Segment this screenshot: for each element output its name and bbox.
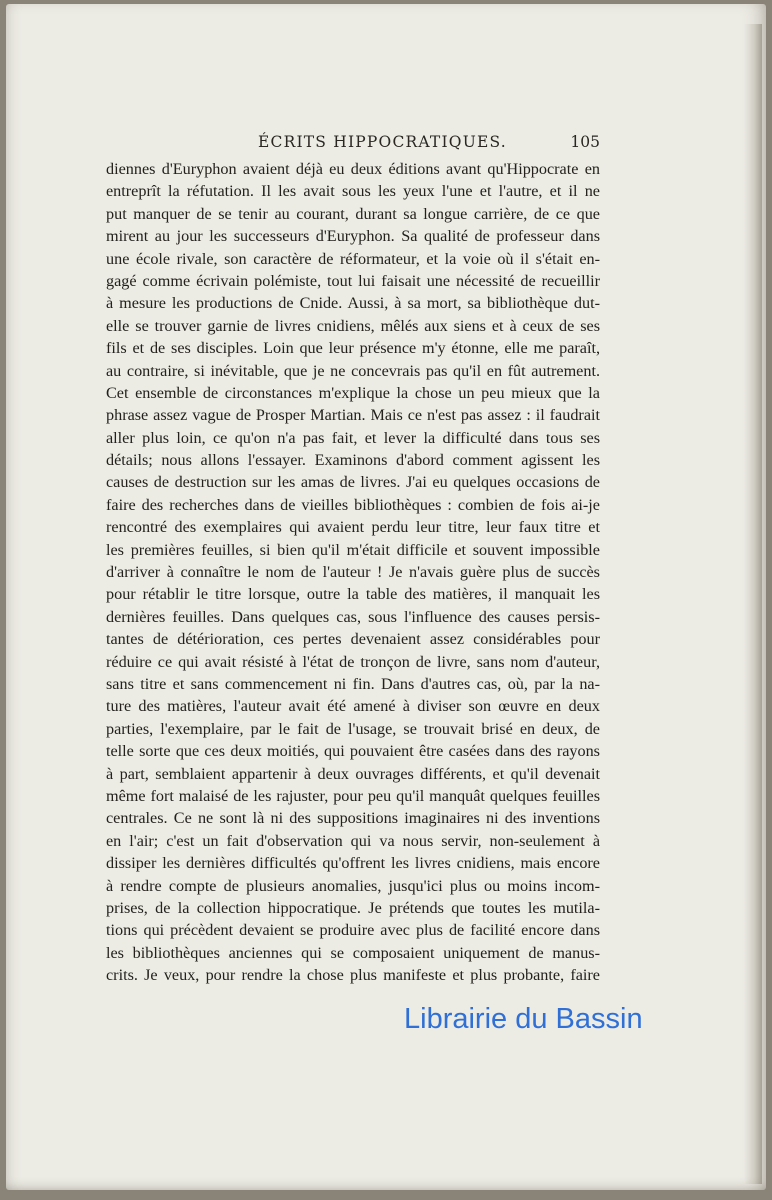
- text-line: entreprît la réfutation. Il les avait sous les yeux l'une et l'autre, et il ne: [106, 182, 600, 201]
- text-line: aller plus loin, ce qu'on n'a pas fait, et lever la difficulté dans tous ses: [106, 428, 600, 447]
- text-line: même fort malaisé de les rajuster, pour peu qu'il manquât quelques feuilles: [106, 786, 600, 805]
- text-line: en l'air; c'est un fait d'observation qui va nous servir, non-seulement à: [106, 831, 600, 850]
- text-line: d'arriver à connaître le nom de l'auteur ! Je n'avais guère plus de succès: [106, 563, 600, 582]
- text-line: fils et de ses disciples. Loin que leur présence m'y étonne, elle me paraît,: [106, 339, 600, 358]
- text-line: tions qui précèdent devaient se produire avec plus de facilité encore dans: [106, 921, 600, 940]
- text-line: détails; nous allons l'essayer. Examinons d'abord comment agissent les: [106, 451, 600, 470]
- text-line: les bibliothèques anciennes qui se composaient uniquement de manus-: [106, 943, 600, 962]
- text-line: faire des recherches dans de vieilles bibliothèques : combien de fois ai-je: [106, 495, 600, 514]
- page-number: 105: [570, 133, 600, 151]
- watermark: Librairie du Bassin: [404, 1003, 643, 1035]
- text-line: dernières feuilles. Dans quelques cas, sous l'influence des causes persis-: [106, 607, 600, 626]
- text-line: Cet ensemble de circonstances m'explique la chose un peu mieux que la: [106, 383, 600, 402]
- text-line: réduire ce qui avait résisté à l'état de tronçon de livre, sans nom d'auteur,: [106, 652, 600, 671]
- text-line: une école rivale, son caractère de réformateur, et la voie où il s'était en-: [106, 249, 600, 268]
- text-line: au contraire, si inévitable, que je ne concevrais pas qu'il en fût autrement.: [106, 361, 600, 380]
- text-line: pour rétablir le titre lorsque, outre la table des matières, il manquait les: [106, 585, 600, 604]
- text-line: causes de destruction sur les amas de livres. J'ai eu quelques occasions de: [106, 473, 600, 492]
- text-line: prises, de la collection hippocratique. Je prétends que toutes les mutila-: [106, 898, 600, 917]
- text-line: ture des matières, l'auteur avait été amené à diviser son œuvre en deux: [106, 697, 600, 716]
- text-line: tantes de détérioration, ces pertes devenaient assez considérables pour: [106, 630, 600, 649]
- text-line: phrase assez vague de Prosper Martian. Mais ce n'est pas assez : il faudrait: [106, 406, 600, 425]
- text-line: diennes d'Euryphon avaient déjà eu deux éditions avant qu'Hippocrate en: [106, 160, 600, 178]
- page-edge-shadow: [744, 24, 762, 1184]
- text-line: centrales. Ce ne sont là ni des suppositions imaginaires ni des inventions: [106, 809, 600, 828]
- text-line: à rendre compte de plusieurs anomalies, jusqu'ici plus ou moins incom-: [106, 876, 600, 895]
- text-line: put manquer de se tenir au courant, durant sa longue carrière, de ce que: [106, 204, 600, 223]
- text-line: parties, l'exemplaire, par le fait de l'usage, se trouvait brisé en deux, de: [106, 719, 600, 738]
- text-line: mirent au jour les successeurs d'Euryphon. Sa qualité de professeur dans: [106, 227, 600, 246]
- text-line: les premières feuilles, si bien qu'il m'était difficile et souvent impossible: [106, 540, 600, 559]
- text-line: dissiper les dernières difficultés qu'offrent les livres cnidiens, mais encore: [106, 854, 600, 873]
- text-line: à part, semblaient appartenir à deux ouvrages différents, et qu'il devenait: [106, 764, 600, 783]
- running-header: [112, 133, 600, 159]
- text-line: sans titre et sans commencement ni fin. Dans d'autres cas, où, par la na-: [106, 674, 600, 693]
- text-line: à mesure les productions de Cnide. Aussi, à sa mort, sa bibliothèque dut-: [106, 294, 600, 313]
- text-line: telle sorte que ces deux moitiés, qui pouvaient être casées dans des rayons: [106, 742, 600, 761]
- running-title: ÉCRITS HIPPOCRATIQUES.: [258, 133, 507, 151]
- text-line: crits. Je veux, pour rendre la chose plus manifeste et plus probante, faire: [106, 966, 600, 985]
- text-line: gagé comme écrivain polémiste, tout lui faisait une nécessité de recueillir: [106, 271, 600, 290]
- body-text: [106, 158, 600, 986]
- text-line: rencontré des exemplaires qui avaient perdu leur titre, leur faux titre et: [106, 518, 600, 537]
- text-line: elle se trouver garnie de livres cnidiens, mêlés aux siens et à ceux de ses: [106, 316, 600, 335]
